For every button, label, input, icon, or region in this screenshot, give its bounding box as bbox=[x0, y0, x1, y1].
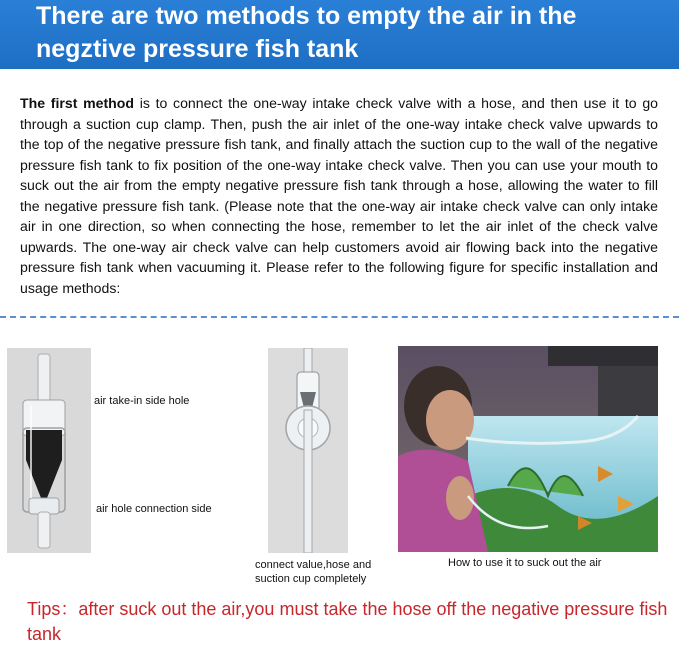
check-valve-photo bbox=[7, 348, 91, 553]
assembly-caption-line2: suction cup completely bbox=[255, 573, 367, 585]
intro-body: is to connect the one-way intake check valve with a hose, and then use it to go through a suction cup clamp. Then, push the air inlet of the one-way intake check valve upwards to the top of the negative pressure fish tank, and finally attach the suction cup to the wall of the negative pressure fish tank to fix position of the one-way intake check valve. Then you can use your mouth to suck out the air from the empty negative pressure fish tank through a hose, allowing the water to fill the negative pressure fish tank. (Please note that the one-way air intake check valve can only intake air in one direction, so when connecting the hose, remember to let the air inlet of the check valve upwards. The one-way air check valve can help customers avoid air flowing back into the negative pressure fish tank when vacuuming it. Please refer to the following figure for specific installation and usage methods: bbox=[20, 95, 658, 296]
assembly-caption-line1: connect value,hose and bbox=[255, 559, 372, 571]
intro-paragraph bbox=[20, 93, 658, 298]
header-banner bbox=[0, 0, 679, 69]
tips-note: Tips：after suck out the air,you must take the hose off the negative pressure fish tank bbox=[27, 599, 668, 644]
section-divider bbox=[0, 316, 679, 318]
usage-photo bbox=[398, 346, 658, 552]
air-intake-side-label: air take-in side hole bbox=[94, 395, 190, 407]
page-title: There are two methods to empty the air in the negztive pressure fish tank bbox=[36, 2, 577, 63]
air-connection-side-label: air hole connection side bbox=[96, 503, 212, 515]
intro-lead: The first method bbox=[20, 95, 134, 111]
suction-cup-illustration bbox=[268, 348, 348, 553]
usage-illustration bbox=[398, 346, 658, 552]
suction-cup-assembly-photo bbox=[268, 348, 348, 553]
usage-caption: How to use it to suck out the air bbox=[448, 557, 602, 569]
check-valve-illustration bbox=[7, 348, 91, 553]
